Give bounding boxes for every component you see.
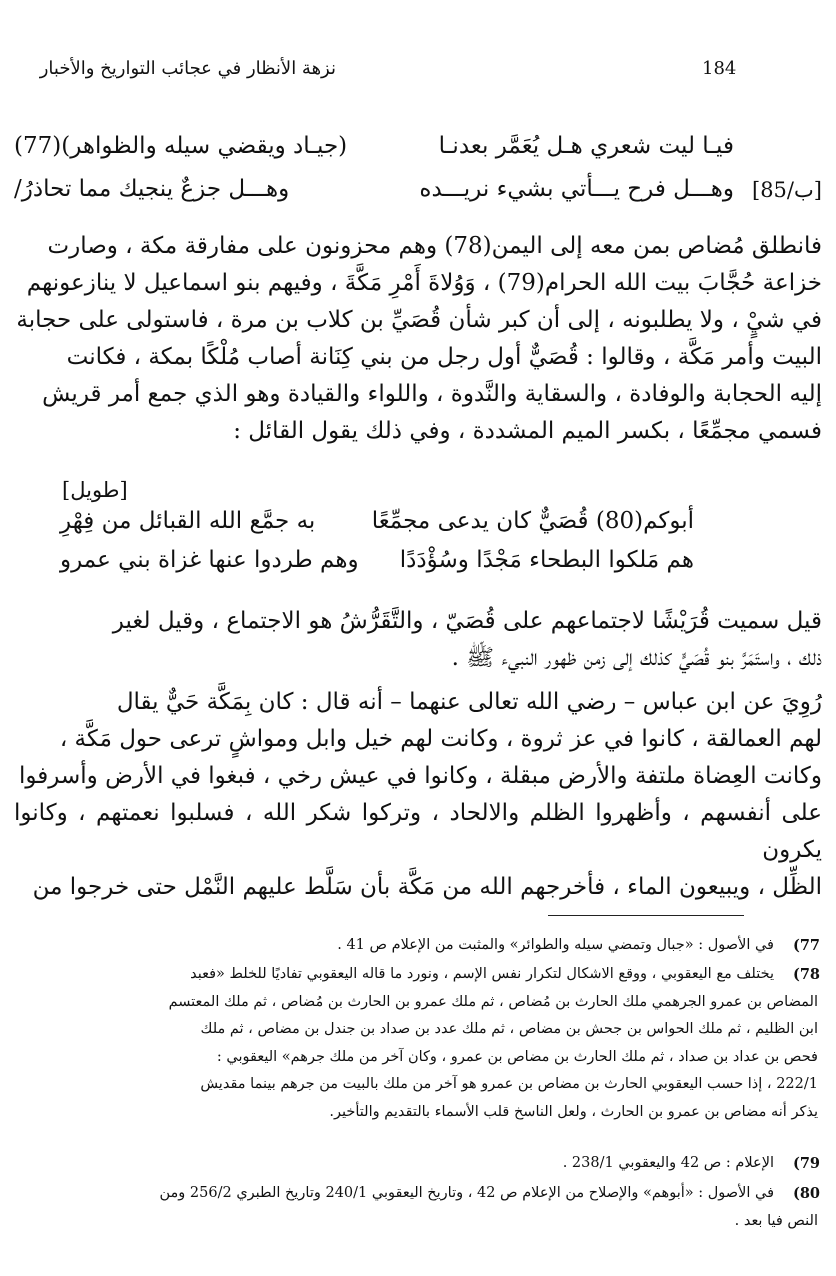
footnote-77 [14, 932, 818, 960]
verse-first-hemistich: هم مَلكوا البطحاء مَجْدًا وسُؤْدَدًا [399, 547, 694, 573]
verse-first-hemistich: فيـا ليت شعري هـل يُعَمَّر بعدنـا [438, 133, 734, 159]
footnote-line: في الأصول : «جبال وتمضي سيله والطوائر» والمثبت من الإعلام ص 41 . [337, 937, 774, 953]
footnote-line: يذكر أنه مضاص بن عمرو بن الحارث ، ولعل الناسخ قلب الأسماء بالتقديم والتأخير. [329, 1103, 818, 1120]
text-line: فسمي مجمِّعًا ، بكسر الميم المشددة ، وفي ذلك يقول القائل : [233, 418, 822, 444]
verse-second-hemistich: وهـــل جزعٌ ينجيك مما تحاذرُ/ [14, 176, 290, 202]
poetic-meter-label: [طويل] [62, 478, 128, 502]
footnote-line: النص فيا بعد . [734, 1212, 818, 1229]
text-line: على أنفسهم ، وأظهروا الظلم والالحاد ، وتركوا شكر الله ، فسلبوا نعمتهم ، وكانوا يكرون [14, 800, 822, 863]
text-line: قيل سميت قُرَيْشًا لاجتماعهم على قُصَيّ ، والتَّقَرُّشُ هو الاجتماع ، وقيل لغير [112, 608, 822, 634]
footnote-number: 77) [792, 937, 820, 954]
text-line: إليه الحجابة والوفادة ، والسقاية والنَّدوة ، واللواء والقيادة وهو الذي جمع أمر قريش [42, 381, 822, 407]
footnote-number: 78) [792, 966, 820, 983]
page-number: 184 [702, 58, 737, 79]
text-line: في شيٍْ ، ولا يطلبونه ، إلى أن كبر شأن قُصَيِّ بن كلاب بن مرة ، فاستولى على حجابة [16, 307, 822, 333]
footnote-line: في الأصول : «أبوهم» والإصلاح من الإعلام ص 42 ، وتاريخ اليعقوبي 240/1 وتاريخ الطبري 256/2 ومن [159, 1185, 774, 1201]
verse-first-hemistich: أبوكم(80) قُصَيٌّ كان يدعى مجمِّعًا [371, 508, 694, 534]
footnote-text [14, 1150, 774, 1178]
footnote-text [14, 932, 774, 960]
verse-second-hemistich: (جيـاد ويقضي سيله والظواهر)(77) [14, 133, 348, 159]
footnote-line: الإعلام : ص 42 واليعقوبي 238/1 . [562, 1155, 774, 1171]
text-line: رُوِيَ عن ابن عباس – رضي الله تعالى عنهما – أنه قال : كان بِمَكَّة حَيٌّ يقال [116, 689, 822, 715]
footnote-number: 79) [792, 1155, 820, 1172]
text-line: فانطلق مُضاص بمن معه إلى اليمن(78) وهم محزونون على مفارقة مكة ، وصارت [47, 233, 822, 259]
footnote-80 [14, 1180, 818, 1235]
footnote-line: 222/1 ، إذا حسب اليعقوبي الحارث بن مضاص بن عمرو هو آخر من ملك بالبيت من جرهم بينما مقديش [200, 1076, 818, 1092]
footnote-78 [14, 961, 818, 1126]
running-title: نزهة الأنظار في عجائب التواريخ والأخبار [39, 58, 336, 79]
verse-second-hemistich: وهم طردوا عنها غزاة بني عمرو [60, 547, 359, 573]
footnote-line: يختلف مع اليعقوبي ، ووقع الاشكال لتكرار نفس الإسم ، ونورد ما قاله اليعقوبي تفاديًا للخلط «فعبد [190, 966, 774, 982]
footnote-line: المضاص بن عمرو الجرهمي ملك الحارث بن مُضاص ، ثم ملك عمرو بن الحارث بن مُضاص ، ثم ملك المعتسم [168, 993, 818, 1010]
manuscript-folio-mark: [85/ب] [752, 178, 822, 202]
text-line: لهم العمالقة ، كانوا في عز ثروة ، وكانت لهم خيل وابل ومواشٍ ترعى حول مَكَّة ، [59, 726, 822, 752]
text-line: الظِّل ، ويبيعون الماء ، فأخرجهم الله من مَكَّة بأن سَلَّط عليهم النَّمْل حتى خرجوا من [32, 874, 822, 900]
text-line: خزاعة حُجَّابَ بيت الله الحرام(79) ، وَوُلاةَ أَمْرِ مَكَّةَ ، وفيهم بنو اسماعيل لا ينازعونهم [26, 270, 822, 296]
text-line: ذلك ، واستَمَرَّ بنو قُصَيٍّ كذلك إلى زمن ظهور النبيء ﷺ . [451, 645, 822, 671]
footnote-separator [548, 915, 744, 916]
footnote-number: 80) [792, 1185, 820, 1202]
verse-second-hemistich: به جمَّع الله القبائل من فِهْرِ [60, 508, 316, 534]
footnote-line: فحص بن عداد بن صداد ، ثم ملك الحارث بن مضاص بن عمرو ، وكان آخر من ملك جرهم» اليعقوبي : [216, 1048, 818, 1065]
text-line: البيت وأمر مَكَّة ، وقالوا : قُصَيٌّ أول رجل من بني كِنَانة أصاب مُلْكًا بمكة ، فكانت [66, 344, 822, 370]
text-line: وكانت العِضاة ملتفة والأرض مبقلة ، وكانوا في عيش رخي ، فبغوا في الأرض وأسرفوا [19, 763, 822, 789]
verse-first-hemistich: وهـــل فرح يـــأتي بشيء نريـــده [419, 176, 734, 202]
paragraph-2 [14, 603, 822, 677]
footnote-line: ابن الظليم ، ثم ملك الحواس بن جحش بن مضاص ، ثم ملك عدد بن صداد بن جندل بن مضاص ، ثم ملك [200, 1021, 818, 1037]
paragraph-3 [14, 684, 822, 906]
footnote-79 [14, 1150, 818, 1178]
paragraph-1 [14, 228, 822, 450]
